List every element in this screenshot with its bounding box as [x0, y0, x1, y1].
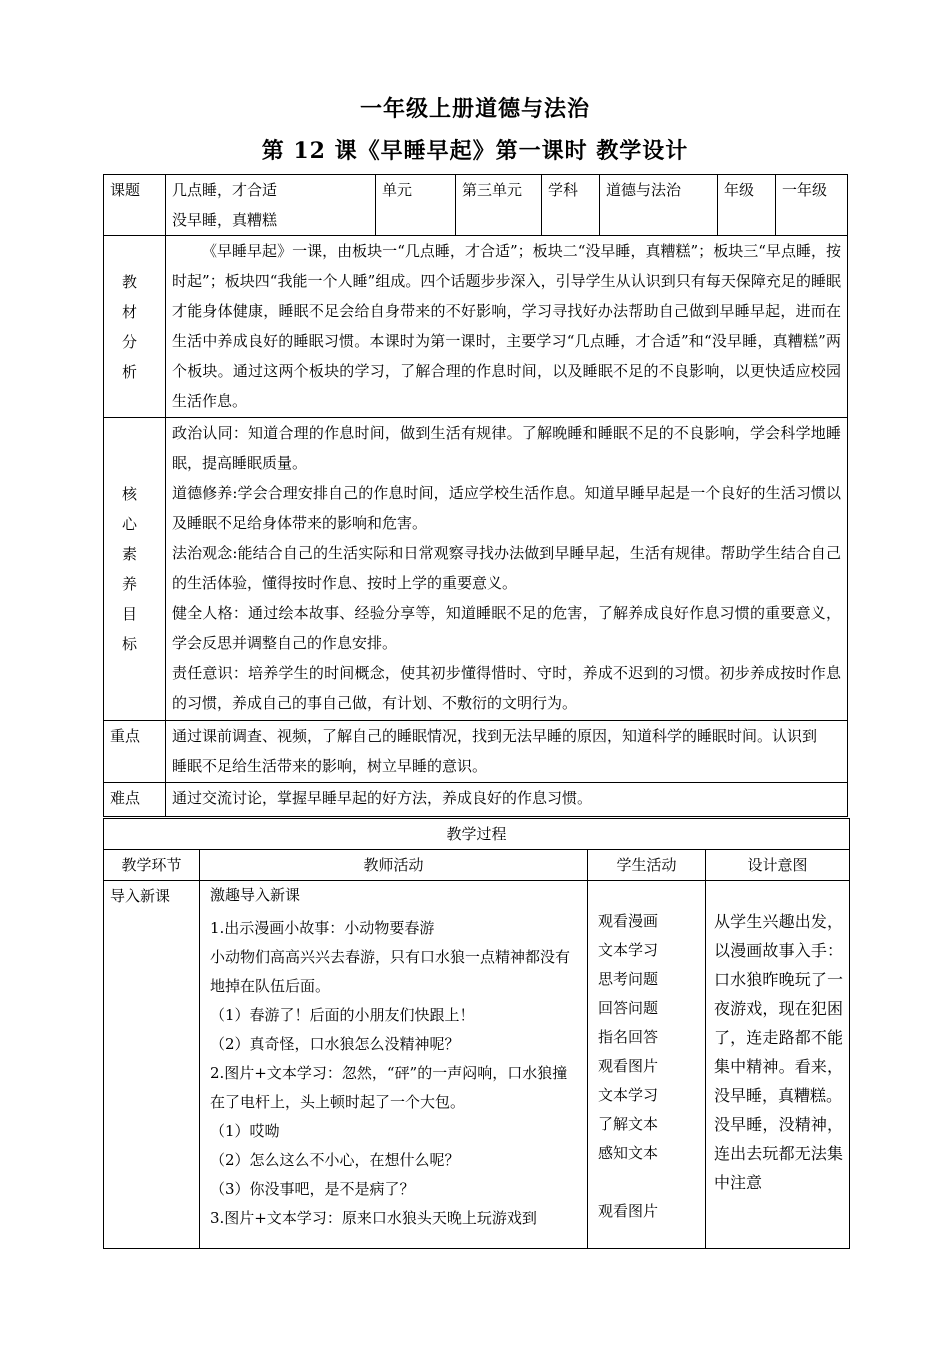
difficulty-text: 通过交流讨论，掌握早睡早起的好方法，养成良好的作息习惯。: [166, 783, 848, 817]
teacher-line: 激趣导入新课: [210, 886, 301, 904]
teacher-line: 3.图片+文本学习：原来口水狼头天晚上玩游戏到: [210, 1209, 537, 1227]
header-intent: 设计意图: [706, 850, 850, 881]
student-item: 感知文本: [598, 1144, 659, 1162]
grade-value: 一年级: [776, 175, 848, 236]
header-teacher: 教师活动: [200, 850, 588, 881]
teacher-line: （1）哎呦: [210, 1122, 280, 1140]
document-subtitle: 第 12 课《早睡早起》第一课时 教学设计: [261, 138, 689, 164]
analysis-text: 《早睡早起》一课，由板块一“几点睡，才合适”；板块二“没早睡，真糟糕”；板块三“早点睡，按时起”；板块四“我能一个人睡”组成。四个话题步步深入，引导学生从认识到只有每天保障充足的睡眠才能身体健康，睡眠不足会给自身带来的不好影响，学习寻找好办法帮助自己做到早睡早起，进而在生活中养成良好的睡眠习惯。本课时为第一课时，主要学习“几点睡，才合适”和“没早睡，真糟糕”两个板块。通过这两个板块的学习，了解合理的作息时间，以及睡眠不足的不良影响，以更快适应校园生活作息。: [166, 236, 848, 418]
goals-label-line-3: 目标: [121, 605, 147, 653]
goal-item: 责任意识：培养学生的时间概念，使其初步懂得惜时、守时，养成不迟到的习惯。初步养成按时作息的习惯，养成自己的事自己做，有计划、不敷衍的文明行为。: [172, 664, 841, 712]
student-activity: [588, 881, 706, 1249]
teacher-activity: [200, 881, 588, 1249]
design-intent: [706, 881, 850, 1249]
lesson-info-table: [103, 174, 848, 817]
unit-value: 第三单元: [456, 175, 542, 236]
topic-label: 课题: [104, 175, 166, 236]
student-item: 思考问题: [598, 970, 659, 988]
difficulty-label: 难点: [104, 783, 166, 817]
goal-item: 政治认同：知道合理的作息时间，做到生活有规律。了解晚睡和睡眠不足的不良影响，学会科学地睡眠，提高睡眠质量。: [172, 424, 841, 472]
goal-item: 健全人格：通过绘本故事、经验分享等，知道睡眠不足的危害，了解养成良好作息习惯的重要意义，学会反思并调整自己的作息安排。: [172, 604, 841, 652]
teacher-line: （2）真奇怪，口水狼怎么没精神呢？: [210, 1035, 460, 1053]
subject-value: 道德与法治: [600, 175, 718, 236]
key-point-label: 重点: [104, 721, 166, 783]
topic-line-1: 几点睡，才合适: [172, 181, 278, 199]
student-item: 观看漫画: [598, 912, 659, 930]
intent-text: 从学生兴趣出发，以漫画故事入手：口水狼昨晚玩了一夜游戏，现在犯困了，连走路都不能集中精神。看来，没早睡，真糟糕。: [714, 912, 844, 1105]
teaching-process-table: [103, 818, 850, 1249]
analysis-label-line-2: 分析: [121, 332, 147, 381]
topic-line-2: 没早睡，真糟糕: [172, 211, 278, 229]
student-item: 文本学习: [598, 1086, 659, 1104]
student-item: 观看图片: [598, 1202, 659, 1220]
student-item: 文本学习: [598, 941, 659, 959]
teacher-line: 2.图片+文本学习：忽然，“砰”的一声闷响，口水狼撞在了电杆上，头上顿时起了一个大包。: [210, 1064, 568, 1111]
intent-text: 没早睡，没精神，连出去玩都无法集中注意: [714, 1115, 844, 1192]
unit-label: 单元: [376, 175, 456, 236]
teacher-line: 小动物们高高兴兴去春游，只有口水狼一点精神都没有地掉在队伍后面。: [210, 948, 571, 995]
student-item: 了解文本: [598, 1115, 659, 1133]
topic-value: [166, 175, 376, 236]
key-point-text: 通过课前调查、视频，了解自己的睡眠情况，找到无法早睡的原因，知道科学的睡眠时间。认识到睡眠不足给生活带来的影响，树立早睡的意识。: [166, 721, 848, 783]
teacher-line: （1）春游了！后面的小朋友们快跟上！: [210, 1006, 475, 1024]
teacher-line: （2）怎么这么不小心，在想什么呢？: [210, 1151, 460, 1169]
student-item: 指名回答: [598, 1028, 659, 1046]
subject-label: 学科: [542, 175, 600, 236]
goals-label: [104, 418, 166, 721]
student-item: 回答问题: [598, 999, 659, 1017]
stage-cell: 导入新课: [104, 881, 200, 1249]
teacher-line: 1.出示漫画小故事：小动物要春游: [210, 919, 435, 937]
student-item: 观看图片: [598, 1057, 659, 1075]
goals-text: [166, 418, 848, 721]
analysis-label: [104, 236, 166, 418]
analysis-label-line-1: 教材: [121, 272, 147, 321]
goal-item: 道德修养:学会合理安排自己的作息时间，适应学校生活作息。知道早睡早起是一个良好的生活习惯以及睡眠不足给身体带来的影响和危害。: [172, 484, 841, 532]
header-stage: 教学环节: [104, 850, 200, 881]
goals-label-line-1: 核心: [121, 485, 147, 533]
document-title: 一年级上册道德与法治: [359, 96, 590, 122]
teacher-line: （3）你没事吧，是不是病了？: [210, 1180, 415, 1198]
header-student: 学生活动: [588, 850, 706, 881]
process-title: 教学过程: [104, 819, 850, 850]
goal-item: 法治观念:能结合自己的生活实际和日常观察寻找办法做到早睡早起，生活有规律。帮助学生结合自己的生活体验，懂得按时作息、按时上学的重要意义。: [172, 544, 841, 592]
grade-label: 年级: [718, 175, 776, 236]
goals-label-line-2: 素养: [121, 545, 147, 593]
